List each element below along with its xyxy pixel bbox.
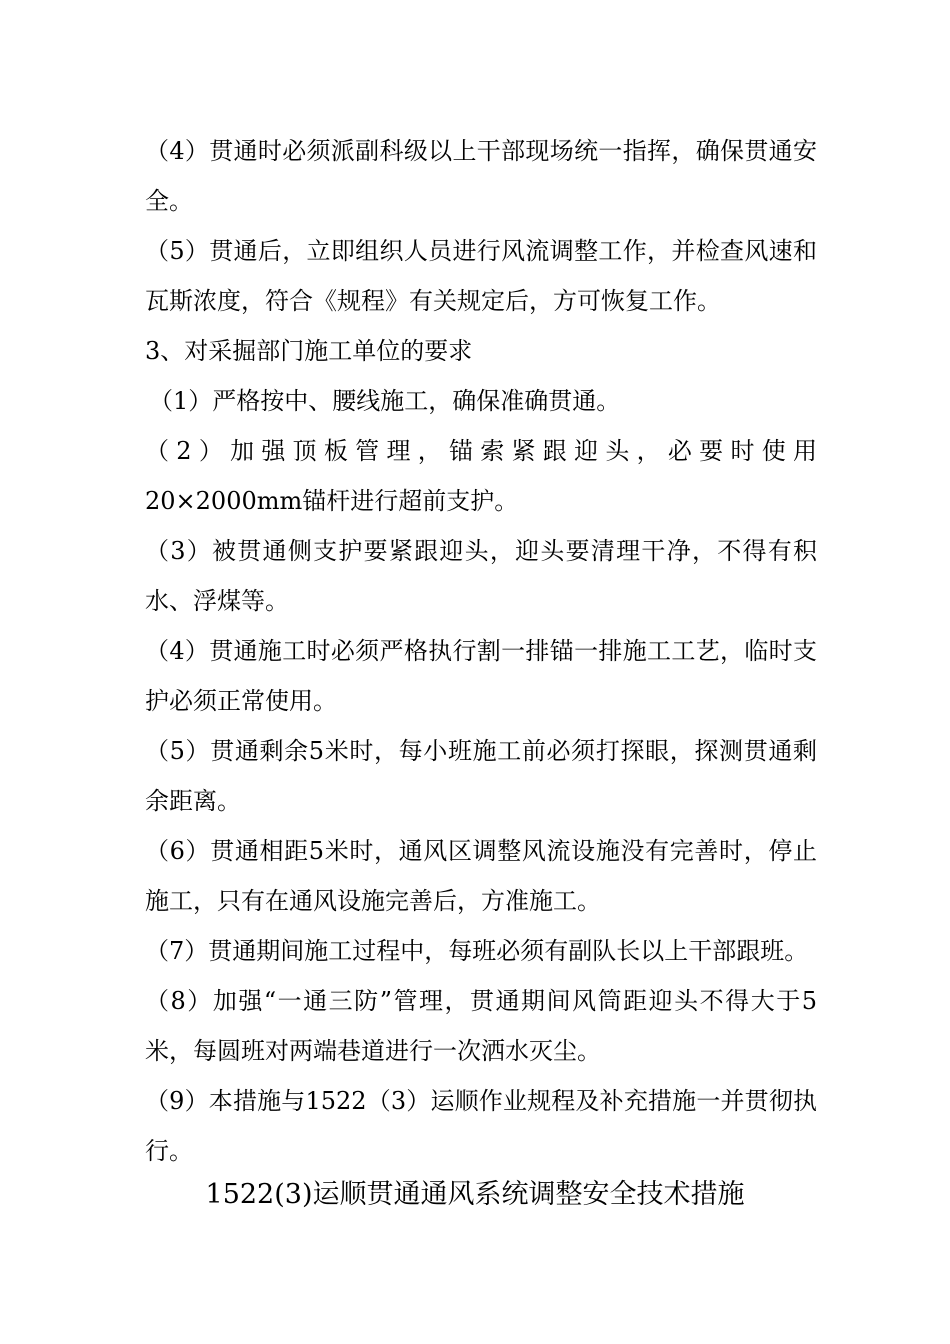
paragraph-req-9: （9）本措施与1522（3）运顺作业规程及补充措施一并贯彻执行。 (145, 1087, 817, 1165)
section-heading-requirements: 3、对采掘部门施工单位的要求 (145, 337, 473, 365)
document-title: 1522(3)运顺贯通通风系统调整安全技术措施 (205, 1179, 745, 1210)
paragraph-req-7: （7）贯通期间施工过程中，每班必须有副队长以上干部跟班。 (145, 937, 809, 965)
paragraph-req-8: （8）加强“一通三防”管理，贯通期间风筒距迎头不得大于5米，每圆班对两端巷道进行一次洒水灭尘。 (145, 987, 817, 1065)
paragraph-req-6: （6）贯通相距5米时，通风区调整风流设施没有完善时，停止施工，只有在通风设施完善后，方准施工。 (145, 837, 817, 915)
paragraph-measure-4-command: （4）贯通时必须派副科级以上干部现场统一指挥，确保贯通安全。 (145, 137, 817, 215)
paragraph-req-4: （4）贯通施工时必须严格执行割一排锚一排施工工艺，临时支护必须正常使用。 (145, 637, 817, 715)
document-body (145, 126, 817, 1176)
paragraph-measure-5-ventilation: （5）贯通后，立即组织人员进行风流调整工作，并检查风速和瓦斯浓度，符合《规程》有关规定后，方可恢复工作。 (145, 237, 817, 315)
paragraph-req-2: （2）加强顶板管理，锚索紧跟迎头，必要时使用20×2000mm锚杆进行超前支护。 (145, 437, 817, 515)
paragraph-req-3: （3）被贯通侧支护要紧跟迎头，迎头要清理干净，不得有积水、浮煤等。 (145, 537, 817, 615)
paragraph-req-5: （5）贯通剩余5米时，每小班施工前必须打探眼，探测贯通剩余距离。 (145, 737, 817, 815)
paragraph-req-1: （1）严格按中、腰线施工，确保准确贯通。 (149, 387, 621, 415)
